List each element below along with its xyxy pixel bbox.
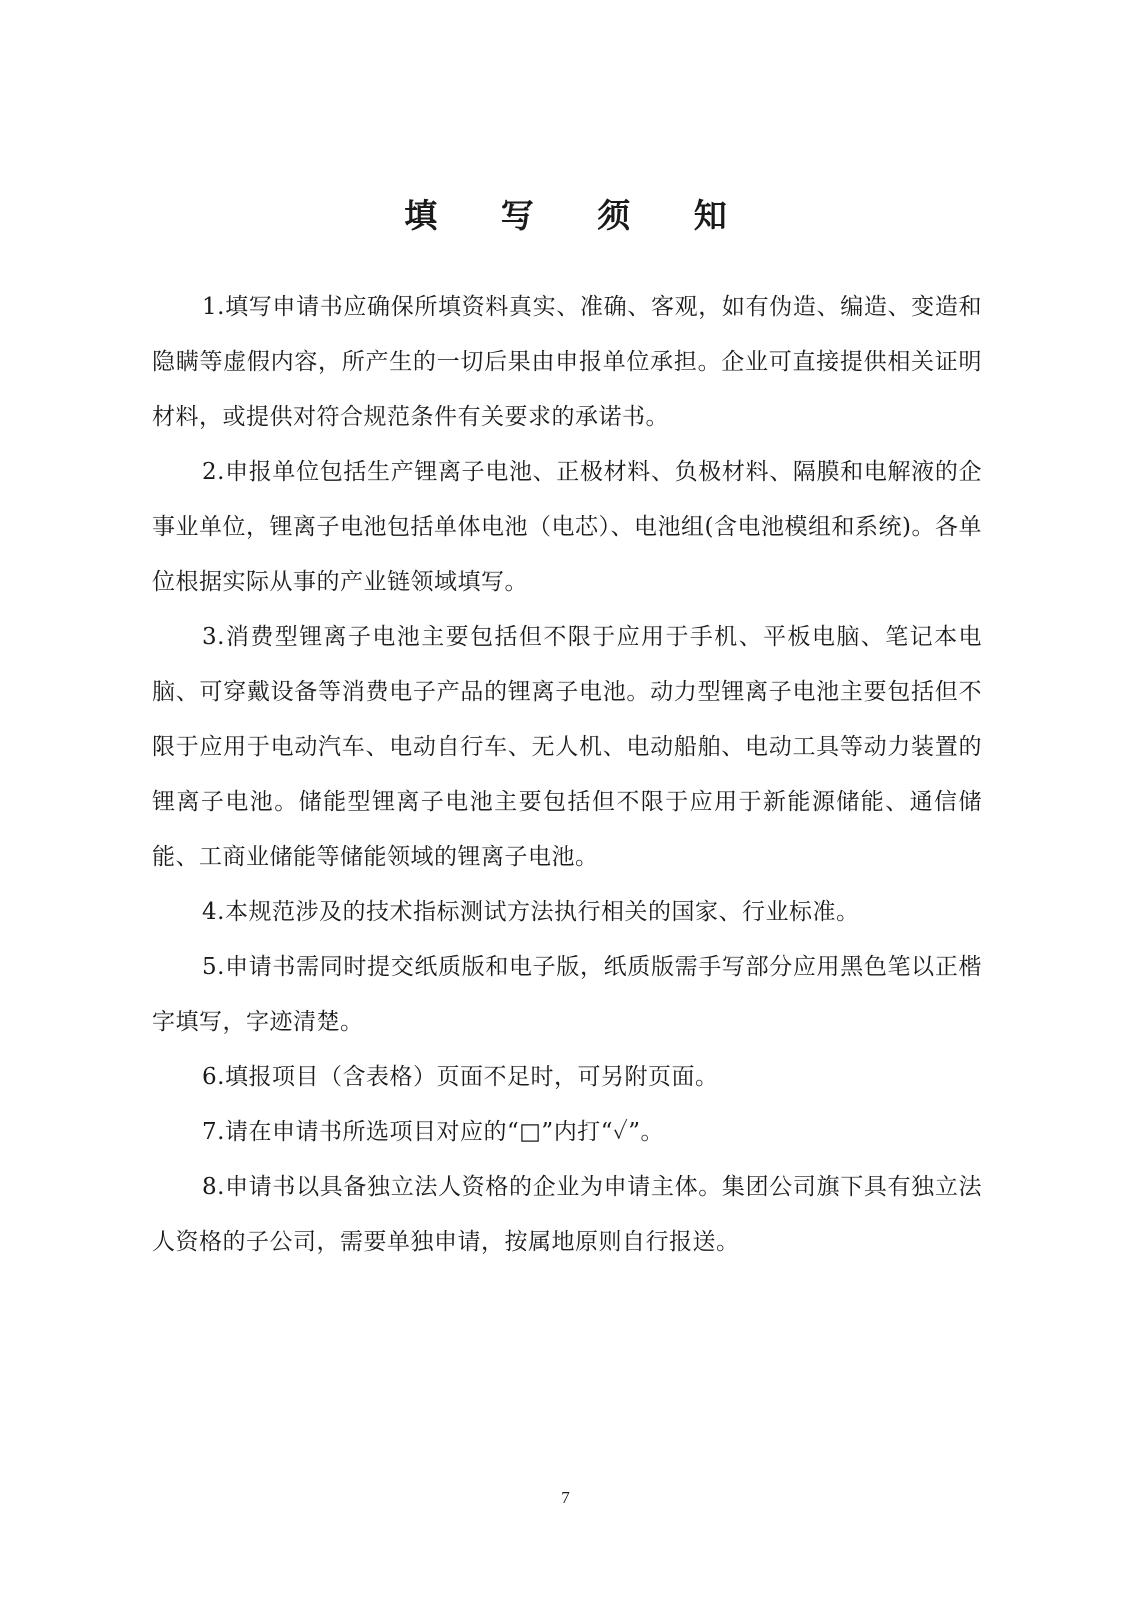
instruction-paragraph-6: 6.填报项目（含表格）页面不足时，可另附页面。 bbox=[202, 1064, 719, 1090]
instructions-body bbox=[152, 280, 982, 1270]
page-title: 填 写 须 知 bbox=[404, 196, 753, 235]
instruction-paragraph-7: 7.请在申请书所选项目对应的“□”内打“✓”。 bbox=[202, 1119, 665, 1145]
instruction-paragraph-3: 3.消费型锂离子电池主要包括但不限于应用于手机、平板电脑、笔记本电脑、可穿戴设备等消费电子产品的锂离子电池。动力型锂离子电池主要包括但不限于应用于电动汽车、电动自行车、无人机、电动船舶、电动工具等动力装置的锂离子电池。储能型锂离子电池主要包括但不限于应用于新能源储能、通信储能、工商业储能等储能领域的锂离子电池。 bbox=[152, 624, 982, 870]
instruction-paragraph-8: 8.申请书以具备独立法人资格的企业为申请主体。集团公司旗下具有独立法人资格的子公司，需要单独申请，按属地原则自行报送。 bbox=[152, 1174, 982, 1255]
instruction-paragraph-1: 1.填写申请书应确保所填资料真实、准确、客观，如有伪造、编造、变造和隐瞒等虚假内容，所产生的一切后果由申报单位承担。企业可直接提供相关证明材料，或提供对符合规范条件有关要求的承诺书。 bbox=[152, 294, 982, 430]
instruction-paragraph-2: 2.申报单位包括生产锂离子电池、正极材料、负极材料、隔膜和电解液的企事业单位，锂离子电池包括单体电池（电芯）、电池组(含电池模组和系统)。各单位根据实际从事的产业链领域填写。 bbox=[152, 459, 982, 595]
page-number: 7 bbox=[561, 1488, 570, 1507]
instruction-paragraph-4: 4.本规范涉及的技术指标测试方法执行相关的国家、行业标准。 bbox=[202, 899, 860, 925]
instruction-paragraph-5: 5.申请书需同时提交纸质版和电子版，纸质版需手写部分应用黑色笔以正楷字填写，字迹清楚。 bbox=[152, 954, 982, 1035]
